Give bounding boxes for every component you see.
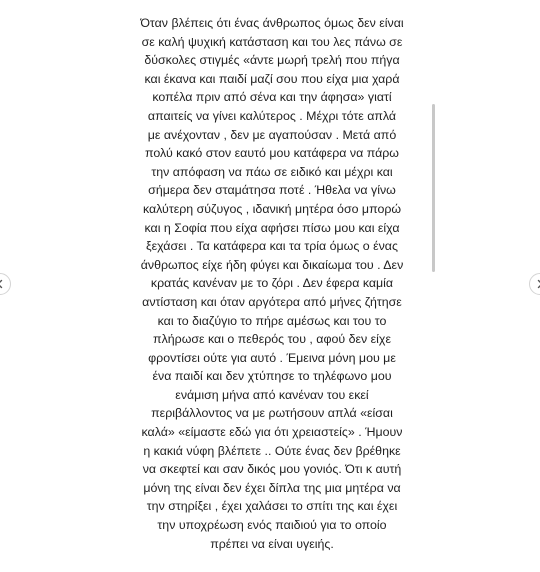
post-text-line: φροντίσει ούτε για αυτό . Έμεινα μόνη μου με <box>148 350 396 365</box>
scrollbar-thumb[interactable] <box>432 104 435 272</box>
post-text-line: κρατάς κανέναν με το ζόρι . Δεν έφερα καμία <box>150 276 394 291</box>
post-text-line: σε καλή ψυχική κατάσταση και του λες πάνω σε <box>141 34 403 49</box>
post-text <box>126 14 418 553</box>
post-text-line: Όταν βλέπεις ότι ένας άνθρωπος όμως δεν είναι <box>140 16 404 30</box>
post-text-line: την στηρίξει , έχει χαλάσει το σπίτι της και έχει <box>146 499 398 514</box>
post-text-line: δύσκολες στιγμές «άντε μωρή τρελή που πήγα <box>144 53 400 68</box>
next-button[interactable] <box>529 273 540 295</box>
post-text-line: και η Σοφία που είχα αφήσει πίσω μου και είχα <box>144 220 400 235</box>
post-text-line: την απόφαση να πάω σε ειδικό και μέχρι και <box>151 164 393 179</box>
post-text-line: κοπέλα πριν από σένα και την άφησα» γιατί <box>152 90 392 105</box>
post-text-line: περιβάλλοντος να με ρωτήσουν απλά «είσαι <box>151 406 393 421</box>
post-text-line: μόνη της είναι δεν έχει δίπλα της μια μητέρα να <box>143 480 401 495</box>
post-text-line: με ανέχονταν , δεν με αγαπούσαν . Μετά από <box>147 127 397 142</box>
post-text-line: πρέπει να είναι υγειής. <box>210 536 334 551</box>
post-text-line: άνθρωπος είχε ήδη φύγει και δικαίωμα του . Δεν <box>140 257 404 272</box>
post-text-line: ένα παιδί και δεν χτύπησε το τηλέφωνο μου <box>152 369 392 384</box>
post-text-line: και έκανα και παιδί μαζί σου που είχα μια χαρά <box>144 71 400 86</box>
post-text-line: πολύ κακό στον εαυτό μου κατάφερα να πάρω <box>145 146 399 161</box>
post-text-line: η κακιά νύφη βλέπετε .. Ούτε ένας δεν βρέθηκε <box>143 443 401 458</box>
previous-button[interactable] <box>0 273 11 295</box>
post-text-line: απαιτείς να γίνει καλύτερος . Μέχρι τότε απλά <box>147 108 397 123</box>
post-text-line: και το διαζύγιο το πήρε αμέσως και του το <box>157 313 387 328</box>
post-text-line: καλά» «είμαστε εδώ για ότι χρειαστείς» . Ήμουν <box>141 425 403 440</box>
post-text-line: να σκεφτεί και σαν δικός μου γονιός. Ότι κ αυτή <box>142 462 402 477</box>
post-text-line: ενάμιση μήνα από κανέναν του εκεί <box>175 387 369 402</box>
chevron-right-icon <box>535 279 540 289</box>
post-text-line: ξεχάσει . Τα κατάφερα και τα τρία όμως ο ένας <box>146 239 398 254</box>
post-text-line: την υποχρέωση ενός παιδιού για το οποίο <box>157 518 387 533</box>
post-text-line: αντίσταση και όταν αργότερα από μήνες ζήτησε <box>142 294 402 309</box>
post-text-line: σήμερα δεν σταμάτησα ποτέ . Ήθελα να γίνω <box>148 183 396 198</box>
post-text-line: πλήρωσε και ο πεθερός του , αφού δεν είχε <box>153 332 391 347</box>
chevron-left-icon <box>0 279 5 289</box>
post-text-line: καλύτερη σύζυγος , ιδανική μητέρα όσο μπορώ <box>142 201 402 216</box>
